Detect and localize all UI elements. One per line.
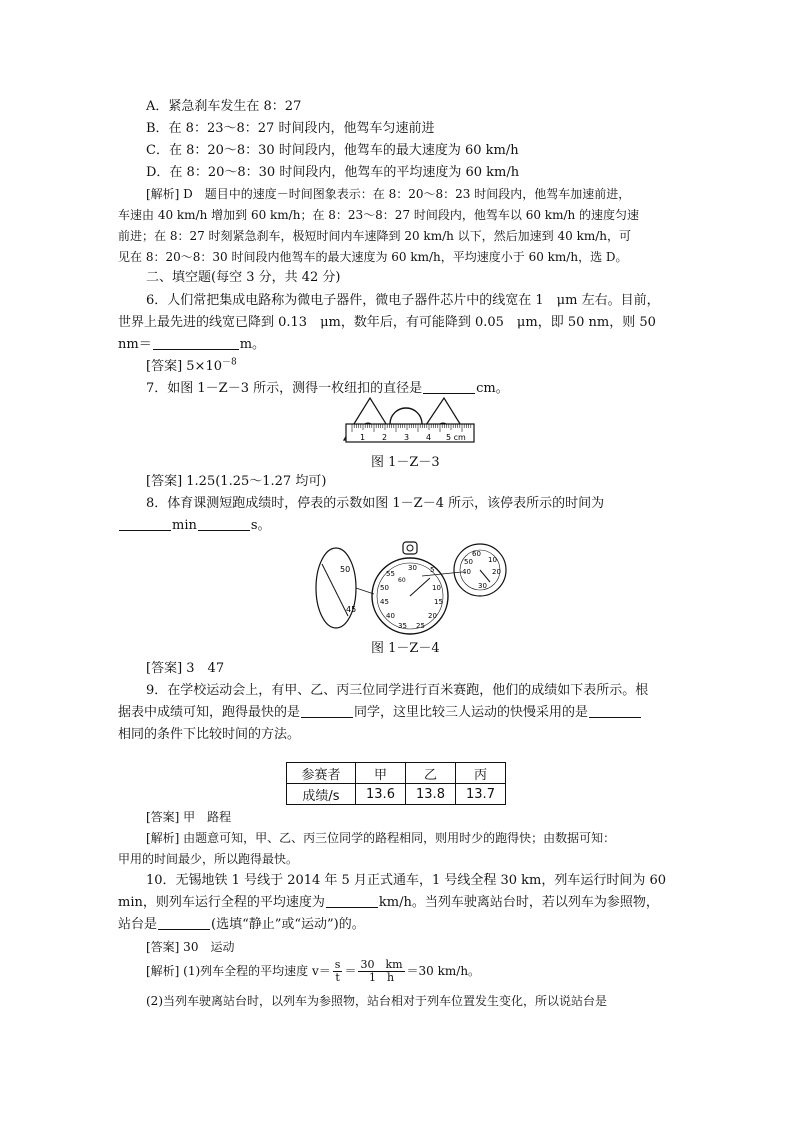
dial-label: 50: [380, 584, 389, 592]
dial-label: 55: [386, 570, 395, 578]
q8-unit-min: min: [172, 518, 197, 533]
dial-label: 45: [380, 598, 389, 606]
option-c: C．在 8：20～8：30 时间段内，他驾车的最大速度为 60 km/h: [146, 143, 519, 158]
table-row: [287, 763, 506, 784]
dial-label: 30: [408, 564, 417, 572]
q10-analysis-line: [146, 956, 480, 986]
q9-analysis-line: 甲用的时间最少，所以跑得最快。: [118, 852, 299, 866]
table-cell: 13.8: [406, 784, 456, 805]
ruler-label: 3: [404, 433, 410, 442]
q10-line: [118, 914, 365, 936]
option-a: A．紧急刹车发生在 8：27: [146, 99, 302, 114]
dial-label: 20: [428, 612, 437, 620]
q10-analysis-line: (2)当列车驶离站台时，以列车为参照物，站台相对于列车位置发生变化，所以说站台是: [146, 994, 608, 1008]
stopwatch-hand: [410, 578, 430, 596]
fraction-numerator: 30 km: [360, 958, 403, 971]
q8-line: [118, 515, 271, 537]
fraction-s-over-t: [333, 959, 343, 984]
q6-line: [118, 334, 265, 356]
stopwatch-figure: [312, 536, 512, 640]
stopwatch-crown: [403, 542, 417, 554]
dial-label: 25: [416, 622, 425, 630]
q7-text-post: cm。: [476, 381, 509, 396]
dial-label: 10: [432, 584, 441, 592]
figure-caption: 图 1－Z－3: [371, 455, 440, 470]
q7-answer-blank[interactable]: [423, 379, 475, 394]
left-magnifier: [316, 548, 356, 628]
table-header-cell: 参赛者: [287, 763, 356, 784]
q9-line: 9．在学校运动会上，有甲、乙、丙三位同学进行百米赛跑，他们的成绩如下表所示。根: [146, 683, 649, 698]
dial-label: 15: [434, 598, 443, 606]
q10-analysis-post: ＝30 km/h。: [406, 964, 481, 978]
q7-text-pre: 7．如图 1－Z－3 所示，测得一枚纽扣的直径是: [146, 381, 423, 396]
q9-answer: [答案] 甲 路程: [146, 810, 232, 824]
section-title: 二、填空题(每空 3 分，共 42 分): [146, 270, 341, 285]
sub-dial-hand: [480, 570, 490, 582]
q9-line: 相同的条件下比较时间的方法。: [118, 727, 301, 742]
ruler-label: 1: [360, 433, 366, 442]
q6-line3-pre: nm＝: [118, 337, 152, 352]
option-d: D．在 8：20～8：30 时间段内，他驾车的平均速度为 60 km/h: [146, 165, 520, 180]
figure-caption: 图 1－Z－4: [371, 641, 440, 656]
fraction-numerator: s: [334, 958, 341, 971]
q6-answer-text: [答案] 5×10: [146, 359, 222, 374]
sub-dial-label: 60: [472, 550, 481, 558]
ruler-label: 5 cm: [446, 433, 466, 442]
dial-label: 50: [340, 565, 351, 574]
pointer-line: [356, 588, 374, 594]
dial-label: 45: [346, 605, 357, 614]
q10-line3-pre: 站台是: [118, 917, 158, 932]
sub-dial-label: 20: [492, 568, 501, 576]
q8-answer: [答案] 3 47: [146, 661, 225, 676]
q5-analysis-line: 前进；在 8：27 时刻紧急刹车，极短时间内车速降到 20 km/h 以下，然后加速到 40 km/h，可: [118, 229, 631, 243]
equals-sign: ＝: [344, 964, 357, 978]
q10-analysis-pre: [解析] (1)列车全程的平均速度 v＝: [146, 964, 331, 978]
table-row: [287, 784, 506, 805]
dial-label: 35: [398, 622, 407, 630]
q10-speed-blank[interactable]: [326, 893, 378, 908]
ruler-label: 2: [382, 433, 388, 442]
sub-dial-label: 30: [478, 582, 487, 590]
q9-method-blank[interactable]: [589, 703, 641, 718]
ruler-label: 4: [426, 433, 432, 442]
dial-label: 60: [398, 577, 406, 584]
sub-dial-label: 10: [488, 556, 497, 564]
q8-sec-blank[interactable]: [198, 516, 250, 531]
q5-analysis-line: 见在 8：20～8：30 时间段内他驾车的最大速度为 60 km/h，平均速度小于 60 km/h，选 D。: [118, 250, 628, 264]
q10-line: 10．无锡地铁 1 号线于 2014 年 5 月正式通车，1 号线全程 30 km，列车运行时间为 60: [146, 873, 667, 888]
fraction-denominator: 1 h: [368, 971, 395, 984]
q10-line2-pre: min，则列车运行全程的平均速度为: [118, 895, 325, 910]
q6-line: 世界上最先进的线宽已降到 0.13 μm，数年后，有可能降到 0.05 μm，即 50 nm，则 50: [118, 315, 656, 330]
sub-dial-label: 50: [464, 558, 473, 566]
table-cell: 成绩/s: [287, 784, 356, 805]
q8-unit-s: s。: [250, 518, 271, 533]
option-b: B．在 8：23～8：27 时间段内，他驾车匀速前进: [146, 121, 435, 136]
table-header-cell: 甲: [356, 763, 406, 784]
table-cell: 13.7: [456, 784, 506, 805]
q6-line3-post: m。: [239, 337, 266, 352]
q9-line: [118, 702, 642, 724]
table-header-cell: 丙: [456, 763, 506, 784]
q6-line: 6．人们常把集成电路称为微电子器件，微电子器件芯片中的线宽在 1 μm 左右。目前，: [146, 293, 660, 308]
q10-answer: [答案] 30 运动: [146, 940, 235, 954]
dial-label: 40: [386, 612, 395, 620]
q10-line2-post: km/h。当列车驶离站台时，若以列车为参照物，: [378, 895, 659, 910]
q6-answer-exp: －8: [221, 357, 237, 368]
score-table: [286, 762, 506, 805]
q10-line: [118, 892, 659, 914]
q6-answer: [146, 356, 237, 378]
table-cell: 13.6: [356, 784, 406, 805]
q5-analysis-line: [解析] D 题目中的速度－时间图象表示：在 8：20～8：23 时间段内，他驾车加速前进，: [146, 187, 631, 201]
ruler-figure: [340, 394, 480, 448]
q9-line2-mid: 同学，这里比较三人运动的快慢采用的是: [354, 705, 589, 720]
sub-dial-label: 40: [462, 568, 471, 576]
q5-analysis-line: 车速由 40 km/h 增加到 60 km/h；在 8：23～8：27 时间段内，他驾车以 60 km/h 的速度匀速: [118, 208, 640, 222]
q7-answer: [答案] 1.25(1.25～1.27 均可): [146, 474, 327, 489]
crown-button: [407, 545, 413, 551]
q9-analysis-line: [解析] 由题意可知，甲、乙、丙三位同学的路程相同，则用时少的跑得快；由数据可知：: [146, 831, 616, 845]
dial-label: 5: [430, 566, 435, 574]
q10-state-blank[interactable]: [158, 915, 210, 930]
q10-line3-post: (选填“静止”或“运动”)的。: [211, 917, 365, 932]
q6-answer-blank[interactable]: [153, 335, 239, 350]
q8-min-blank[interactable]: [119, 516, 171, 531]
q8-line: 8．体育课测短跑成绩时，停表的示数如图 1－Z－4 所示，该停表所示的时间为: [146, 496, 605, 511]
fraction-denominator: t: [335, 971, 340, 984]
table-header-cell: 乙: [406, 763, 456, 784]
fraction-values: [358, 959, 404, 984]
q9-line2-pre: 据表中成绩可知，跑得最快的是: [118, 705, 301, 720]
q9-fastest-blank[interactable]: [301, 703, 353, 718]
